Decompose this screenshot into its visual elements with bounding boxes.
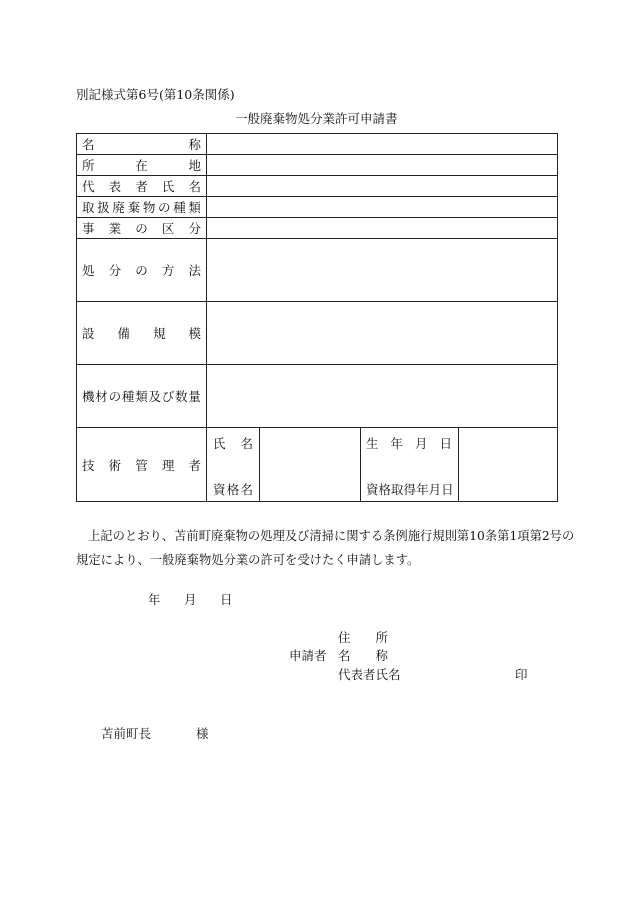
applicant-name-label: 名 称 bbox=[338, 648, 389, 663]
body-text-line-2: 規定により、一般廃棄物処分業の許可を受けたく申請します。 bbox=[76, 553, 420, 567]
field-disposal-method[interactable] bbox=[207, 239, 558, 302]
row-address bbox=[77, 155, 558, 176]
field-name[interactable] bbox=[207, 134, 558, 155]
label-business-category: 事 業 の 区 分 bbox=[77, 218, 207, 239]
tech-labels-right bbox=[361, 428, 459, 501]
row-facility-scale bbox=[77, 302, 558, 365]
date-year: 年 bbox=[148, 592, 161, 607]
field-equipment[interactable] bbox=[207, 365, 558, 428]
applicant-representative-label: 代表者氏名 bbox=[338, 667, 401, 682]
row-business-category bbox=[77, 218, 558, 239]
tech-values-left[interactable] bbox=[260, 428, 361, 501]
label-birth-date: 生 年 月 日 bbox=[366, 436, 452, 451]
body-text-line-1: 上記のとおり、苫前町廃棄物の処理及び清掃に関する条例施行規則第10条第1項第2号の bbox=[88, 529, 575, 543]
label-qualification: 資 格 名 bbox=[213, 482, 253, 497]
tech-labels-left bbox=[207, 428, 260, 501]
row-technical-manager bbox=[77, 428, 558, 502]
label-address: 所 在 地 bbox=[77, 155, 207, 176]
label-facility-scale: 設 備 規 模 bbox=[77, 302, 207, 365]
label-tech-name: 氏 名 bbox=[213, 436, 253, 451]
field-address[interactable] bbox=[207, 155, 558, 176]
field-waste-type[interactable] bbox=[207, 197, 558, 218]
applicant-seal: 印 bbox=[515, 667, 528, 682]
addressee-name: 苫前町長 bbox=[101, 726, 152, 741]
date-month: 月 bbox=[184, 592, 197, 607]
label-equipment: 機 材 の 種 類 及 び 数 量 bbox=[77, 365, 207, 428]
label-representative: 代 表 者 氏 名 bbox=[77, 176, 207, 197]
label-technical-manager: 技 術 管 理 者 bbox=[77, 428, 207, 502]
field-representative[interactable] bbox=[207, 176, 558, 197]
form-reference: 別記様式第6号(第10条関係) bbox=[76, 87, 235, 102]
date-day: 日 bbox=[220, 592, 233, 607]
label-waste-type: 取 扱 廃 棄 物 の 種 類 bbox=[77, 197, 207, 218]
label-name: 名 称 bbox=[77, 134, 207, 155]
label-qualification-date: 資 格 取 得 年 月 日 bbox=[366, 482, 454, 497]
applicant-role: 申請者 bbox=[289, 648, 327, 663]
field-business-category[interactable] bbox=[207, 218, 558, 239]
tech-values-right[interactable] bbox=[459, 428, 557, 501]
row-disposal-method bbox=[77, 239, 558, 302]
label-disposal-method: 処 分 の 方 法 bbox=[77, 239, 207, 302]
field-facility-scale[interactable] bbox=[207, 302, 558, 365]
applicant-address-label: 住 所 bbox=[338, 630, 389, 645]
row-name bbox=[77, 134, 558, 155]
row-waste-type bbox=[77, 197, 558, 218]
row-equipment bbox=[77, 365, 558, 428]
technical-manager-details bbox=[207, 428, 558, 502]
application-table bbox=[76, 133, 558, 502]
addressee-honorific: 様 bbox=[196, 726, 209, 741]
form-title: 一般廃棄物処分業許可申請書 bbox=[235, 111, 398, 126]
row-representative bbox=[77, 176, 558, 197]
